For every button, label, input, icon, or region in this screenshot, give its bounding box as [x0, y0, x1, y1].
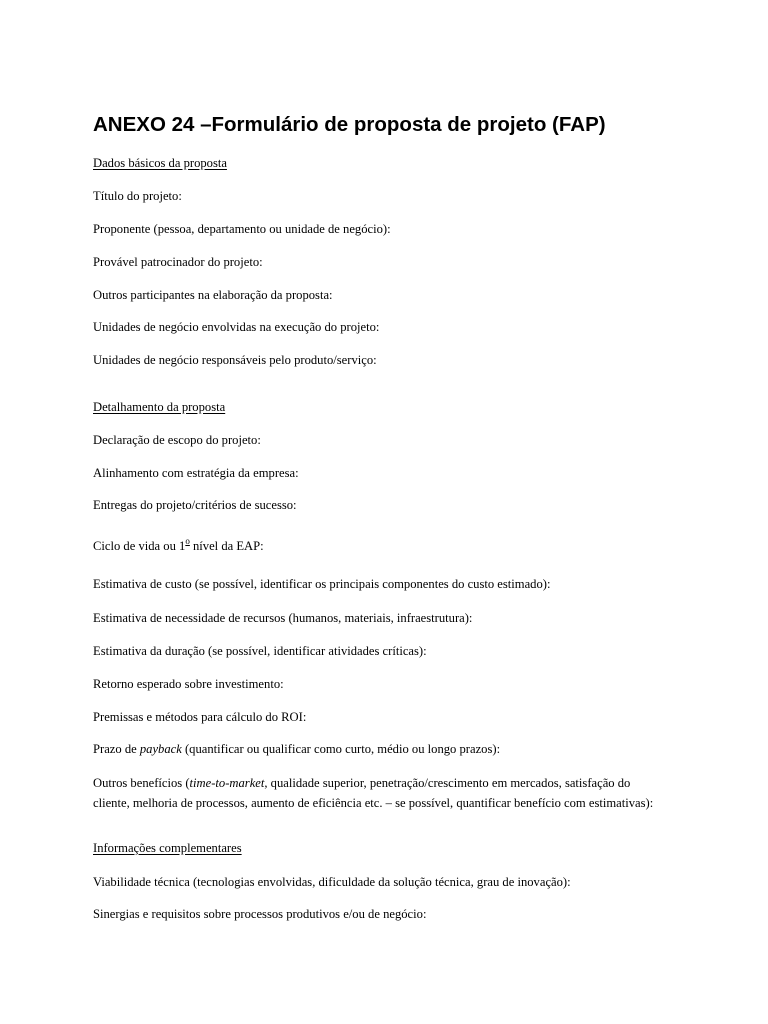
- benefits-text-line2: cliente, melhoria de processos, aumento de eficiência etc. – se possível, quantificar benefício com estimativas):: [93, 796, 654, 810]
- benefits-term: time-to-market: [189, 776, 265, 790]
- field-retorno-investimento: Retorno esperado sobre investimento:: [93, 677, 284, 691]
- payback-text-before: Prazo de: [93, 742, 140, 756]
- field-unidades-responsaveis: Unidades de negócio responsáveis pelo produto/serviço:: [93, 353, 377, 367]
- field-ciclo-de-vida: [93, 536, 264, 554]
- field-declaracao-escopo: Declaração de escopo do projeto:: [93, 433, 261, 447]
- section-heading-informacoes-complementares: Informações complementares: [93, 841, 242, 855]
- field-viabilidade-tecnica: Viabilidade técnica (tecnologias envolvidas, dificuldade da solução técnica, grau de inovação):: [93, 875, 571, 889]
- section-heading-detalhamento: Detalhamento da proposta: [93, 400, 226, 414]
- section-heading-dados-basicos: Dados básicos da proposta: [93, 156, 227, 170]
- field-proponente: Proponente (pessoa, departamento ou unidade de negócio):: [93, 222, 391, 236]
- ciclo-text-before: Ciclo de vida ou 1: [93, 539, 186, 553]
- field-premissas-roi: Premissas e métodos para cálculo do ROI:: [93, 710, 307, 724]
- payback-term: payback: [139, 742, 182, 756]
- field-outros-beneficios: [93, 773, 674, 813]
- field-unidades-execucao: Unidades de negócio envolvidas na execução do projeto:: [93, 320, 380, 334]
- field-prazo-payback: [93, 742, 500, 757]
- field-outros-participantes: Outros participantes na elaboração da proposta:: [93, 288, 333, 302]
- ordinal-indicator: o: [185, 536, 190, 546]
- field-alinhamento-estrategia: Alinhamento com estratégia da empresa:: [93, 466, 299, 480]
- field-estimativa-custo: Estimativa de custo (se possível, identificar os principais componentes do custo estimado):: [93, 577, 551, 591]
- field-entregas-criterios: Entregas do projeto/critérios de sucesso:: [93, 498, 297, 512]
- payback-text-after: (quantificar ou qualificar como curto, médio ou longo prazos):: [181, 742, 501, 756]
- ciclo-text-after: nível da EAP:: [189, 539, 264, 553]
- document-title: ANEXO 24 –Formulário de proposta de projeto (FAP): [93, 113, 606, 136]
- benefits-text-after: , qualidade superior, penetração/crescimento em mercados, satisfação do: [264, 776, 631, 790]
- field-titulo-projeto: Título do projeto:: [93, 189, 182, 203]
- field-sinergias-requisitos: Sinergias e requisitos sobre processos produtivos e/ou de negócio:: [93, 907, 427, 921]
- field-estimativa-duracao: Estimativa da duração (se possível, identificar atividades críticas):: [93, 644, 427, 658]
- field-patrocinador: Provável patrocinador do projeto:: [93, 255, 263, 269]
- benefits-text-before: Outros benefícios (: [93, 776, 190, 790]
- field-estimativa-recursos: Estimativa de necessidade de recursos (humanos, materiais, infraestrutura):: [93, 611, 473, 625]
